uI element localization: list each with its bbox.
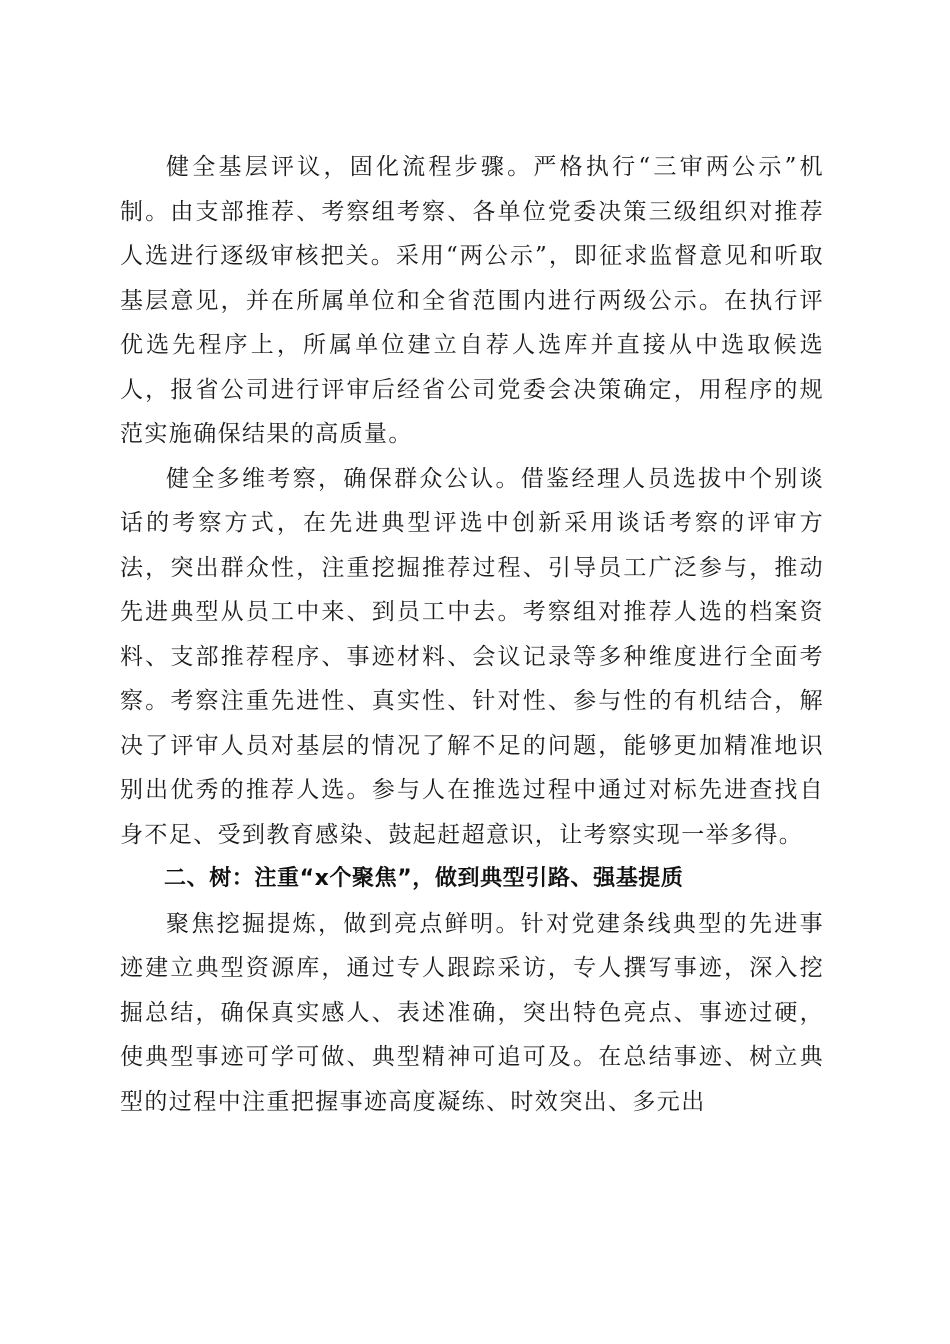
paragraph-multidimensional-inspection: 健全多维考察，确保群众公认。借鉴经理人员选拔中个别谈话的考察方式，在先进典型评选中创新采用谈话考察的评审方法，突出群众性，注重挖掘推荐过程、引导员工广泛参与，推动先进典型从员工中来、到员工中去。考察组对推荐人选的档案资料、支部推荐程序、事迹材料、会议记录等多种维度进行全面考察。考察注重先进性、真实性、针对性、参与性的有机结合，解决了评审人员对基层的情况了解不足的问题，能够更加精准地识别出优秀的推荐人选。参与人在推选过程中通过对标先进查找自身不足、受到教育感染、鼓起赶超意识，让考察实现一举多得。 [120, 465, 824, 848]
document-body [120, 145, 824, 1124]
section-heading: 二、树：注重“x个聚焦”，做到典型引路、强基提质 [164, 866, 684, 891]
paragraph-focus-refinement: 聚焦挖掘提炼，做到亮点鲜明。针对党建条线典型的先进事迹建立典型资源库，通过专人跟踪采访，专人撰写事迹，深入挖掘总结，确保真实感人、表述准确，突出特色亮点、事迹过硬，使典型事迹可学可做、典型精神可追可及。在总结事迹、树立典型的过程中注重把握事迹高度凝练、时效突出、多元出 [120, 910, 824, 1115]
paragraph-grassroots-review: 健全基层评议，固化流程步骤。严格执行“三审两公示”机制。由支部推荐、考察组考察、各单位党委决策三级组织对推荐人选进行逐级审核把关。采用“两公示”，即征求监督意见和听取基层意见，并在所属单位和全省范围内进行两级公示。在执行评优选先程序上，所属单位建立自荐人选库并直接从中选取候选人，报省公司进行评审后经省公司党委会决策确定，用程序的规范实施确保结果的高质量。 [120, 154, 824, 447]
